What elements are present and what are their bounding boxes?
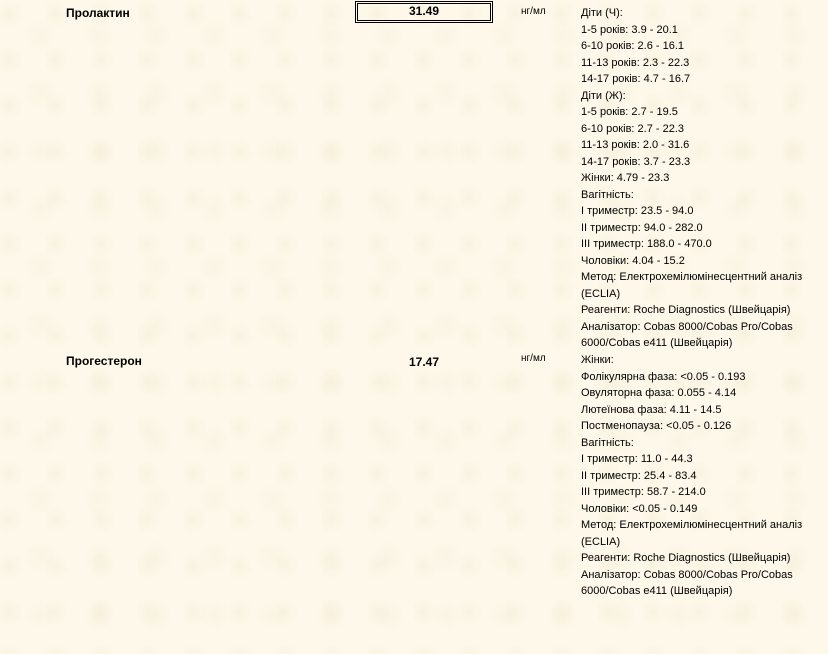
- reference-line: II триместр: 25.4 - 83.4: [581, 469, 697, 482]
- reference-line: 14-17 років: 3.7 - 23.3: [581, 155, 691, 168]
- reference-line: III триместр: 58.7 - 214.0: [581, 486, 706, 498]
- reference-line: III триместр: 188.0 - 470.0: [581, 238, 712, 250]
- reference-line: Фолікулярна фаза: <0.05 - 0.193: [581, 370, 746, 383]
- test-name: Прогестерон: [66, 354, 142, 368]
- unit: нг/мл: [521, 6, 546, 17]
- reference-line: Метод: Електрохемілюмінесцентний аналіз: [581, 271, 803, 283]
- result-value: 17.47: [408, 355, 440, 369]
- test-name: Пролактин: [66, 6, 130, 20]
- reference-line: Овуляторна фаза: 0.055 - 4.14: [581, 387, 737, 399]
- reference-line: 6000/Cobas e411 (Швейцарія): [581, 337, 733, 349]
- reference-line: Жінки: 4.79 - 23.3: [581, 172, 670, 184]
- reference-line: 14-17 років: 4.7 - 16.7: [581, 73, 691, 85]
- reference-line: Аналізатор: Cobas 8000/Cobas Pro/Cobas: [581, 568, 793, 581]
- reference-line: 11-13 років: 2.3 - 22.3: [581, 56, 690, 69]
- reference-line: I триместр: 23.5 - 94.0: [581, 205, 694, 217]
- reference-line: Чоловіки: <0.05 - 0.149: [581, 502, 698, 515]
- reference-line: Діти (Ч):: [581, 7, 623, 19]
- reference-line: Реагенти: Roche Diagnostics (Швейцарія): [581, 304, 791, 316]
- reference-line: Постменопауза: <0.05 - 0.126: [581, 420, 732, 432]
- reference-line: (ECLIA): [581, 535, 621, 548]
- reference-ranges: [581, 352, 826, 600]
- reference-line: Лютеїнова фаза: 4.11 - 14.5: [581, 403, 722, 416]
- reference-line: II триместр: 94.0 - 282.0: [581, 221, 703, 234]
- reference-line: Вагітність:: [581, 188, 634, 201]
- reference-line: 1-5 років: 3.9 - 20.1: [581, 23, 678, 36]
- reference-line: Діти (Ж):: [581, 89, 626, 102]
- reference-line: Реагенти: Roche Diagnostics (Швейцарія): [581, 552, 791, 564]
- reference-line: 11-13 років: 2.0 - 31.6: [581, 139, 690, 151]
- reference-ranges: [581, 5, 826, 352]
- reference-line: Аналізатор: Cobas 8000/Cobas Pro/Cobas: [581, 320, 793, 333]
- result-value-flagged: 31.49: [355, 1, 493, 23]
- reference-line: Метод: Електрохемілюмінесцентний аналіз: [581, 519, 803, 531]
- unit: нг/мл: [521, 353, 546, 364]
- reference-line: 6000/Cobas e411 (Швейцарія): [581, 585, 733, 597]
- reference-line: Вагітність:: [581, 436, 634, 449]
- reference-line: 1-5 років: 2.7 - 19.5: [581, 106, 678, 118]
- reference-line: (ECLIA): [581, 287, 621, 300]
- reference-line: Чоловіки: 4.04 - 15.2: [581, 254, 685, 267]
- reference-line: I триместр: 11.0 - 44.3: [581, 453, 693, 465]
- reference-line: Жінки:: [581, 354, 614, 366]
- reference-line: 6-10 років: 2.7 - 22.3: [581, 122, 684, 135]
- reference-line: 6-10 років: 2.6 - 16.1: [581, 40, 684, 52]
